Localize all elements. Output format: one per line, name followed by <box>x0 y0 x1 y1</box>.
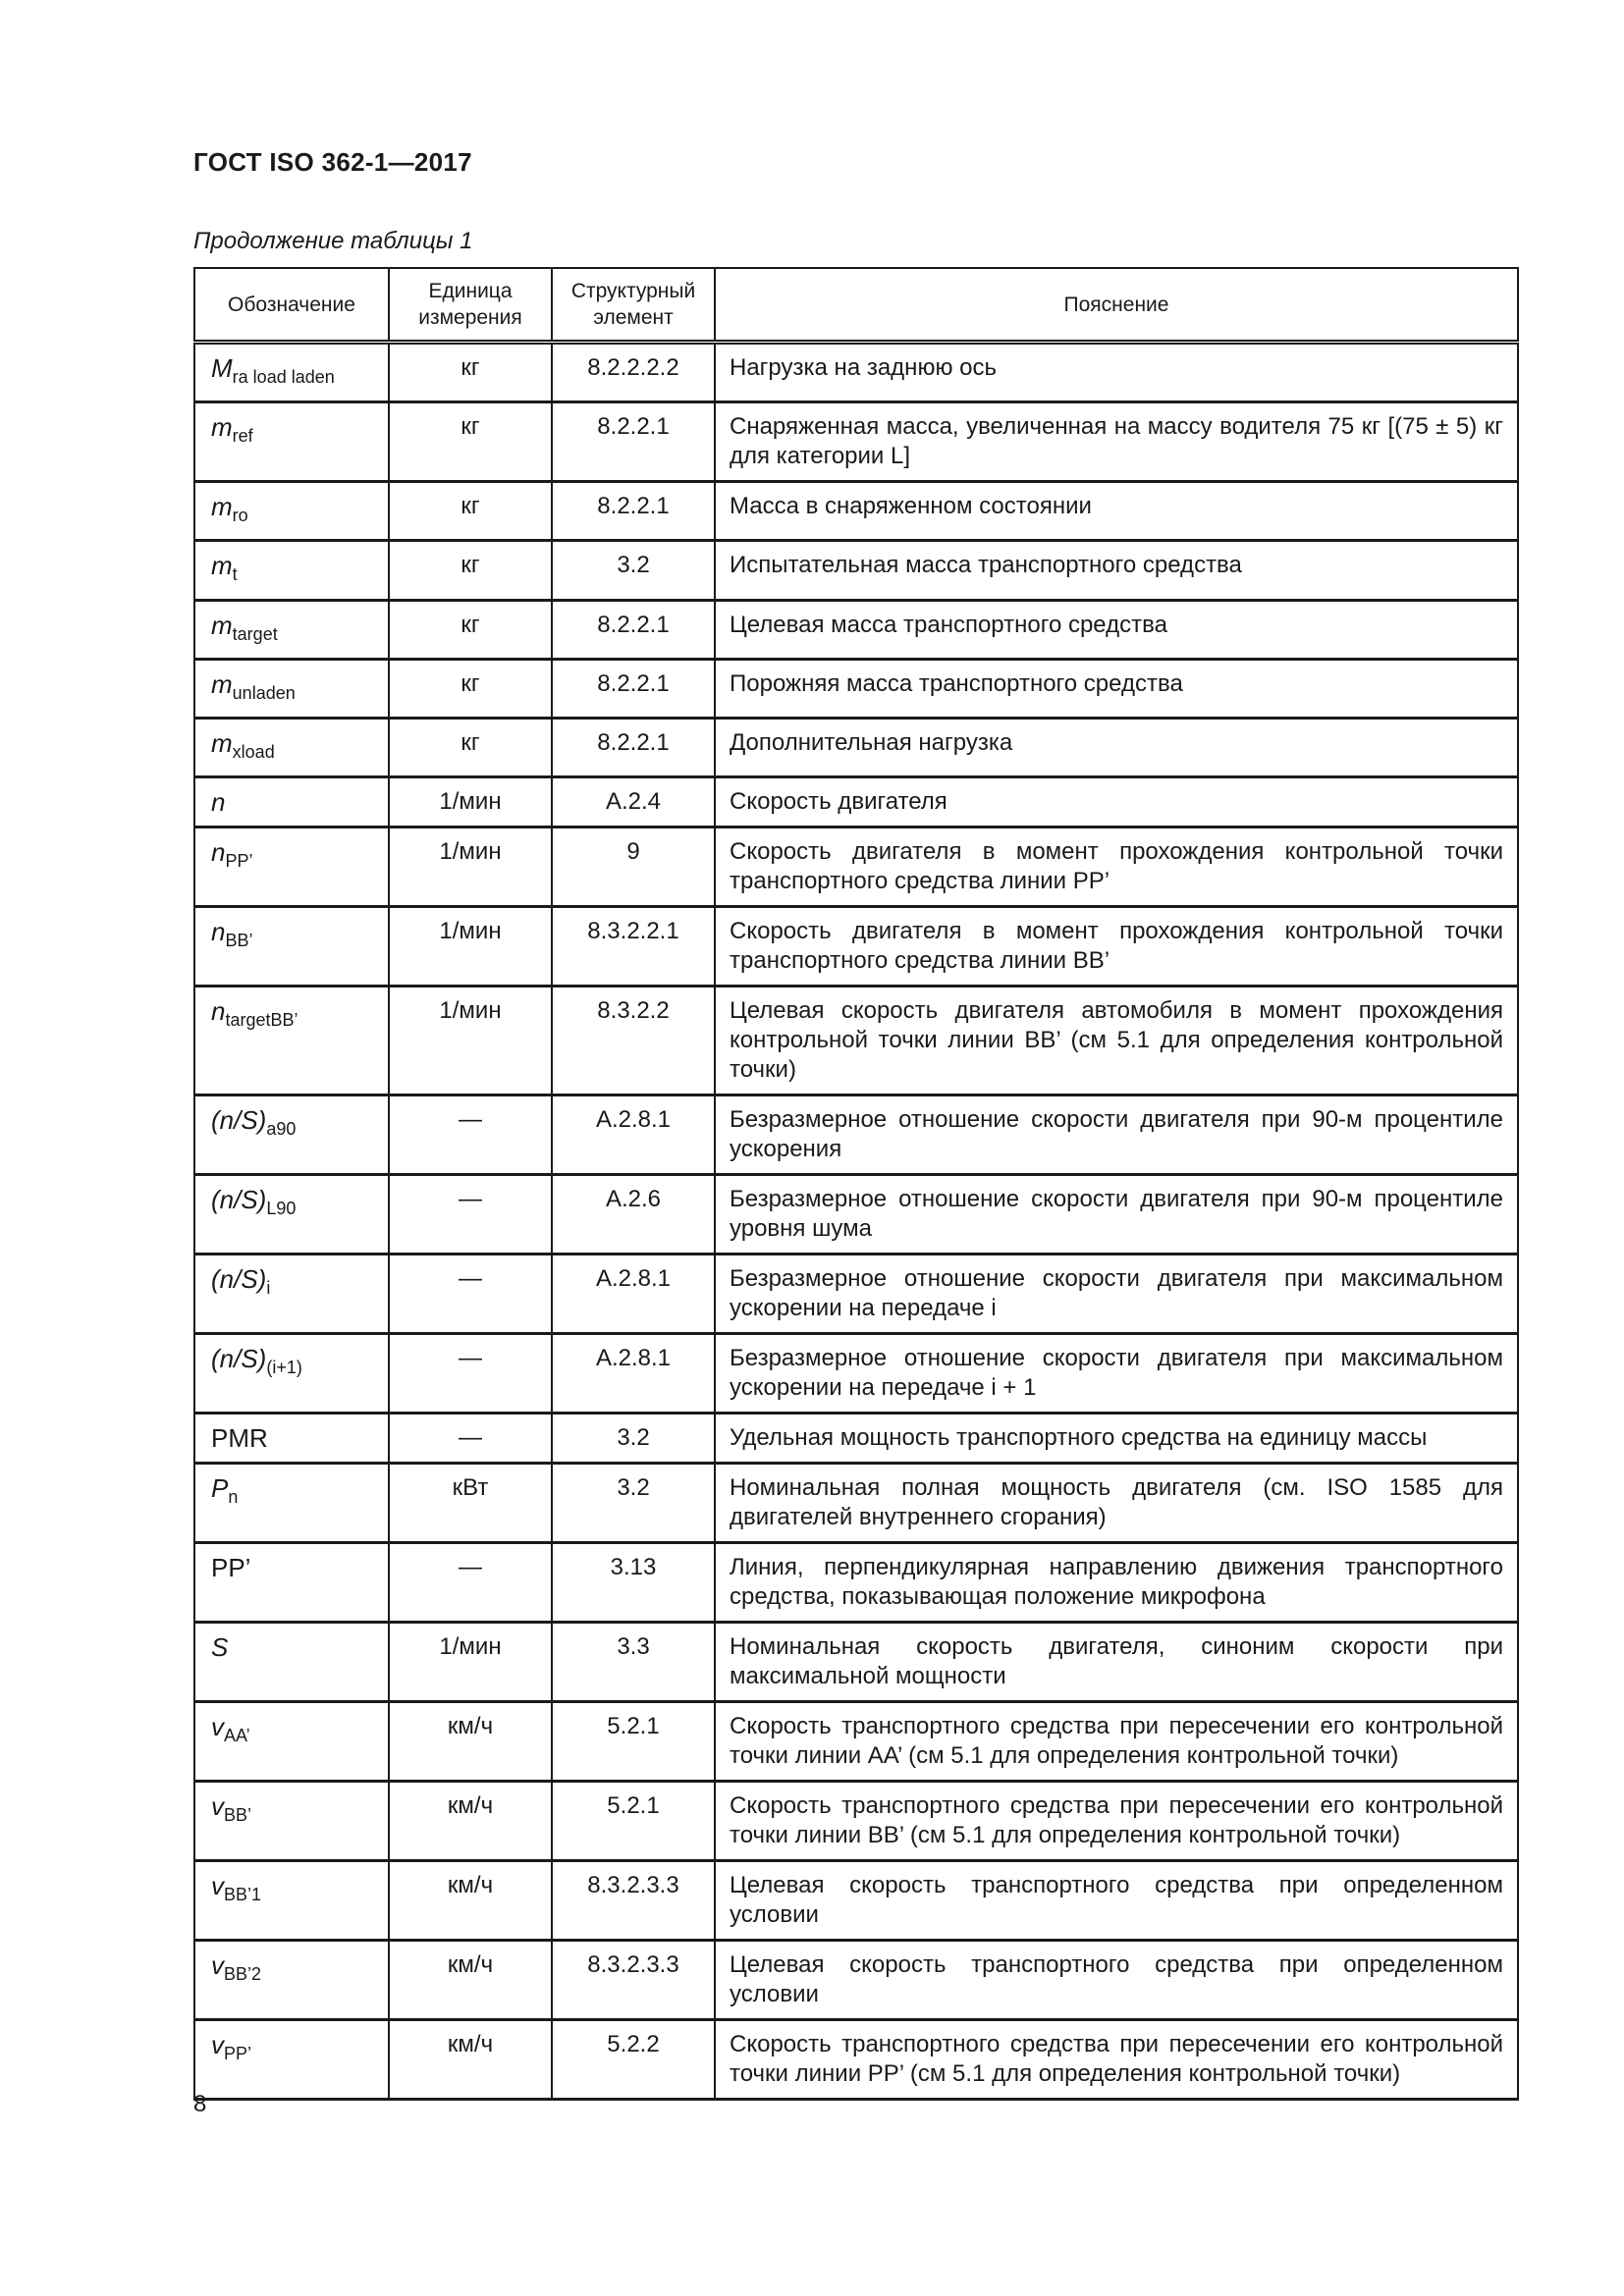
cell-description: Скорость двигателя в момент прохождения контрольной точки транспортного средства линии PP’ <box>715 828 1518 907</box>
table-row <box>194 1095 1518 1175</box>
table-row <box>194 2020 1518 2100</box>
symbol-main: m <box>211 492 233 522</box>
symbol-subscript: (i+1) <box>266 1358 302 1378</box>
symbol-main: S <box>211 1632 229 1663</box>
cell-unit: — <box>389 1334 552 1414</box>
symbol-main: m <box>211 727 233 758</box>
table-body <box>194 343 1518 2100</box>
symbol-subscript: L90 <box>266 1199 297 1219</box>
symbol-main: v <box>211 1791 224 1822</box>
cell-unit: 1/мин <box>389 987 552 1095</box>
symbol-subscript: unladen <box>232 682 296 703</box>
cell-description: Номинальная скорость двигателя, синоним скорости при максимальной мощности <box>715 1623 1518 1702</box>
cell-symbol <box>194 343 389 402</box>
symbol-main: n <box>211 837 226 868</box>
table-row <box>194 1334 1518 1414</box>
symbol-main: P <box>211 1473 229 1504</box>
cell-element: 3.3 <box>552 1623 715 1702</box>
cell-unit: — <box>389 1255 552 1334</box>
table-row <box>194 718 1518 776</box>
symbol-subscript: PP’ <box>224 2044 252 2064</box>
cell-element: 5.2.2 <box>552 2020 715 2100</box>
table-row <box>194 828 1518 907</box>
table-row <box>194 1543 1518 1623</box>
table-row <box>194 777 1518 828</box>
cell-symbol <box>194 600 389 659</box>
cell-unit: кг <box>389 482 552 541</box>
symbol-main: n <box>211 917 226 947</box>
cell-element: 8.2.2.1 <box>552 718 715 776</box>
cell-description: Номинальная полная мощность двигателя (см. ISO 1585 для двигателей внутреннего сгорания) <box>715 1464 1518 1543</box>
symbol-main: PP’ <box>211 1553 251 1583</box>
table-row <box>194 1175 1518 1255</box>
symbol-main: (n/S) <box>211 1185 267 1215</box>
table-row <box>194 600 1518 659</box>
cell-description: Целевая скорость транспортного средства при определенном условии <box>715 1861 1518 1941</box>
cell-unit: — <box>389 1543 552 1623</box>
cell-element: 9 <box>552 828 715 907</box>
symbol-main: v <box>211 2030 224 2060</box>
symbol-subscript: BB’1 <box>224 1885 262 1905</box>
cell-description: Скорость транспортного средства при пересечении его контрольной точки линии BB’ (см 5.1 для определения контрольной точки) <box>715 1782 1518 1861</box>
cell-description: Удельная мощность транспортного средства на единицу массы <box>715 1414 1518 1464</box>
cell-unit: кг <box>389 402 552 482</box>
cell-symbol <box>194 987 389 1095</box>
cell-symbol <box>194 482 389 541</box>
cell-element: A.2.8.1 <box>552 1334 715 1414</box>
cell-symbol <box>194 2020 389 2100</box>
symbol-subscript: n <box>228 1487 239 1508</box>
symbols-table-container <box>193 267 1517 2101</box>
cell-symbol <box>194 1464 389 1543</box>
table-row <box>194 1255 1518 1334</box>
document-header: ГОСТ ISO 362-1—2017 <box>193 147 472 177</box>
symbol-main: n <box>211 996 226 1027</box>
symbol-main: m <box>211 610 233 640</box>
cell-symbol <box>194 659 389 718</box>
cell-description: Дополнительная нагрузка <box>715 718 1518 776</box>
symbol-subscript: targetBB’ <box>225 1010 298 1031</box>
cell-unit: км/ч <box>389 1941 552 2020</box>
symbol-subscript: ro <box>232 506 248 526</box>
cell-element: 8.2.2.1 <box>552 600 715 659</box>
cell-element: 8.3.2.3.3 <box>552 1941 715 2020</box>
cell-symbol <box>194 777 389 828</box>
table-row <box>194 1782 1518 1861</box>
table-row <box>194 541 1518 600</box>
cell-element: A.2.6 <box>552 1175 715 1255</box>
symbol-main: m <box>211 551 233 581</box>
symbol-subscript: t <box>232 564 238 585</box>
cell-symbol <box>194 1782 389 1861</box>
cell-element: 8.2.2.1 <box>552 402 715 482</box>
cell-symbol <box>194 1095 389 1175</box>
cell-element: 8.2.2.1 <box>552 482 715 541</box>
cell-element: 8.3.2.2 <box>552 987 715 1095</box>
cell-unit: кВт <box>389 1464 552 1543</box>
cell-unit: км/ч <box>389 1782 552 1861</box>
cell-unit: кг <box>389 600 552 659</box>
cell-symbol <box>194 1941 389 2020</box>
symbol-main: v <box>211 1871 224 1901</box>
cell-unit: км/ч <box>389 1861 552 1941</box>
cell-unit: кг <box>389 541 552 600</box>
cell-element: 5.2.1 <box>552 1782 715 1861</box>
cell-description: Целевая масса транспортного средства <box>715 600 1518 659</box>
cell-element: 8.2.2.2.2 <box>552 343 715 402</box>
cell-unit: кг <box>389 659 552 718</box>
symbols-table <box>193 267 1519 2101</box>
cell-element: 8.3.2.3.3 <box>552 1861 715 1941</box>
cell-symbol <box>194 541 389 600</box>
cell-symbol <box>194 1414 389 1464</box>
cell-symbol <box>194 907 389 987</box>
cell-symbol <box>194 828 389 907</box>
symbol-main: (n/S) <box>211 1344 267 1374</box>
symbol-subscript: ref <box>232 426 253 447</box>
cell-unit: — <box>389 1414 552 1464</box>
symbol-subscript: xload <box>232 742 275 763</box>
cell-element: A.2.4 <box>552 777 715 828</box>
cell-symbol <box>194 402 389 482</box>
cell-unit: кг <box>389 343 552 402</box>
cell-element: 8.2.2.1 <box>552 659 715 718</box>
symbol-subscript: i <box>266 1278 271 1299</box>
symbol-subscript: ra load laden <box>232 367 335 388</box>
symbol-main: m <box>211 668 233 699</box>
cell-unit: 1/мин <box>389 907 552 987</box>
symbol-subscript: PP’ <box>225 851 253 872</box>
symbol-subscript: AA’ <box>224 1726 250 1746</box>
cell-description: Нагрузка на заднюю ось <box>715 343 1518 402</box>
symbol-subscript: a90 <box>266 1119 297 1140</box>
cell-description: Скорость двигателя в момент прохождения контрольной точки транспортного средства линии BB’ <box>715 907 1518 987</box>
cell-description: Снаряженная масса, увеличенная на массу водителя 75 кг [(75 ± 5) кг для категории L] <box>715 402 1518 482</box>
symbol-main: v <box>211 1712 224 1742</box>
symbol-main: n <box>211 787 226 818</box>
cell-element: 3.2 <box>552 1414 715 1464</box>
symbol-main: M <box>211 353 233 383</box>
cell-element: 3.2 <box>552 541 715 600</box>
cell-description: Целевая скорость транспортного средства при определенном условии <box>715 1941 1518 2020</box>
cell-description: Порожняя масса транспортного средства <box>715 659 1518 718</box>
cell-description: Скорость транспортного средства при пересечении его контрольной точки линии PP’ (см 5.1 для определения контрольной точки) <box>715 2020 1518 2100</box>
cell-element: A.2.8.1 <box>552 1095 715 1175</box>
cell-description: Скорость двигателя <box>715 777 1518 828</box>
symbol-main: (n/S) <box>211 1264 267 1295</box>
table-header <box>194 268 1518 343</box>
cell-unit: — <box>389 1095 552 1175</box>
cell-description: Безразмерное отношение скорости двигателя при 90-м процентиле уровня шума <box>715 1175 1518 1255</box>
cell-symbol <box>194 718 389 776</box>
column-header-unit: Единица измерения <box>389 268 552 343</box>
table-row <box>194 482 1518 541</box>
table-row <box>194 1861 1518 1941</box>
table-row <box>194 1414 1518 1464</box>
symbol-main: PMR <box>211 1423 268 1454</box>
table-row <box>194 1941 1518 2020</box>
cell-unit: км/ч <box>389 2020 552 2100</box>
symbol-subscript: BB’2 <box>224 1964 262 1985</box>
cell-unit: 1/мин <box>389 828 552 907</box>
cell-description: Линия, перпендикулярная направлению движения транспортного средства, показывающая положение микрофона <box>715 1543 1518 1623</box>
cell-description: Безразмерное отношение скорости двигателя при максимальном ускорении на передаче i + 1 <box>715 1334 1518 1414</box>
table-row <box>194 1623 1518 1702</box>
table-caption: Продолжение таблицы 1 <box>193 228 473 254</box>
cell-symbol <box>194 1543 389 1623</box>
table-row <box>194 659 1518 718</box>
column-header-element: Структурный элемент <box>552 268 715 343</box>
table-row <box>194 343 1518 402</box>
cell-element: 5.2.1 <box>552 1702 715 1782</box>
column-header-description: Пояснение <box>715 268 1518 343</box>
cell-element: 3.13 <box>552 1543 715 1623</box>
cell-symbol <box>194 1861 389 1941</box>
cell-unit: км/ч <box>389 1702 552 1782</box>
symbol-main: v <box>211 1950 224 1981</box>
cell-unit: — <box>389 1175 552 1255</box>
cell-element: A.2.8.1 <box>552 1255 715 1334</box>
cell-description: Безразмерное отношение скорости двигателя при 90-м процентиле ускорения <box>715 1095 1518 1175</box>
cell-description: Безразмерное отношение скорости двигателя при максимальном ускорении на передаче i <box>715 1255 1518 1334</box>
cell-symbol <box>194 1175 389 1255</box>
cell-description: Испытательная масса транспортного средства <box>715 541 1518 600</box>
symbol-subscript: BB’ <box>224 1805 252 1826</box>
table-row <box>194 1702 1518 1782</box>
cell-unit: 1/мин <box>389 777 552 828</box>
symbol-subscript: BB’ <box>225 931 253 951</box>
cell-element: 8.3.2.2.1 <box>552 907 715 987</box>
cell-symbol <box>194 1334 389 1414</box>
cell-description: Масса в снаряженном состоянии <box>715 482 1518 541</box>
table-row <box>194 402 1518 482</box>
page-number: 8 <box>193 2091 207 2117</box>
symbol-main: m <box>211 412 233 443</box>
cell-symbol <box>194 1623 389 1702</box>
table-row <box>194 907 1518 987</box>
cell-unit: 1/мин <box>389 1623 552 1702</box>
table-row <box>194 1464 1518 1543</box>
cell-description: Целевая скорость двигателя автомобиля в момент прохождения контрольной точки линии BB’ (см 5.1 для определения контрольной точки) <box>715 987 1518 1095</box>
symbol-subscript: target <box>232 623 278 644</box>
cell-description: Скорость транспортного средства при пересечении его контрольной точки линии AA’ (см 5.1 для определения контрольной точки) <box>715 1702 1518 1782</box>
table-row <box>194 987 1518 1095</box>
cell-element: 3.2 <box>552 1464 715 1543</box>
cell-symbol <box>194 1255 389 1334</box>
symbol-main: (n/S) <box>211 1105 267 1136</box>
column-header-symbol: Обозначение <box>194 268 389 343</box>
cell-unit: кг <box>389 718 552 776</box>
cell-symbol <box>194 1702 389 1782</box>
